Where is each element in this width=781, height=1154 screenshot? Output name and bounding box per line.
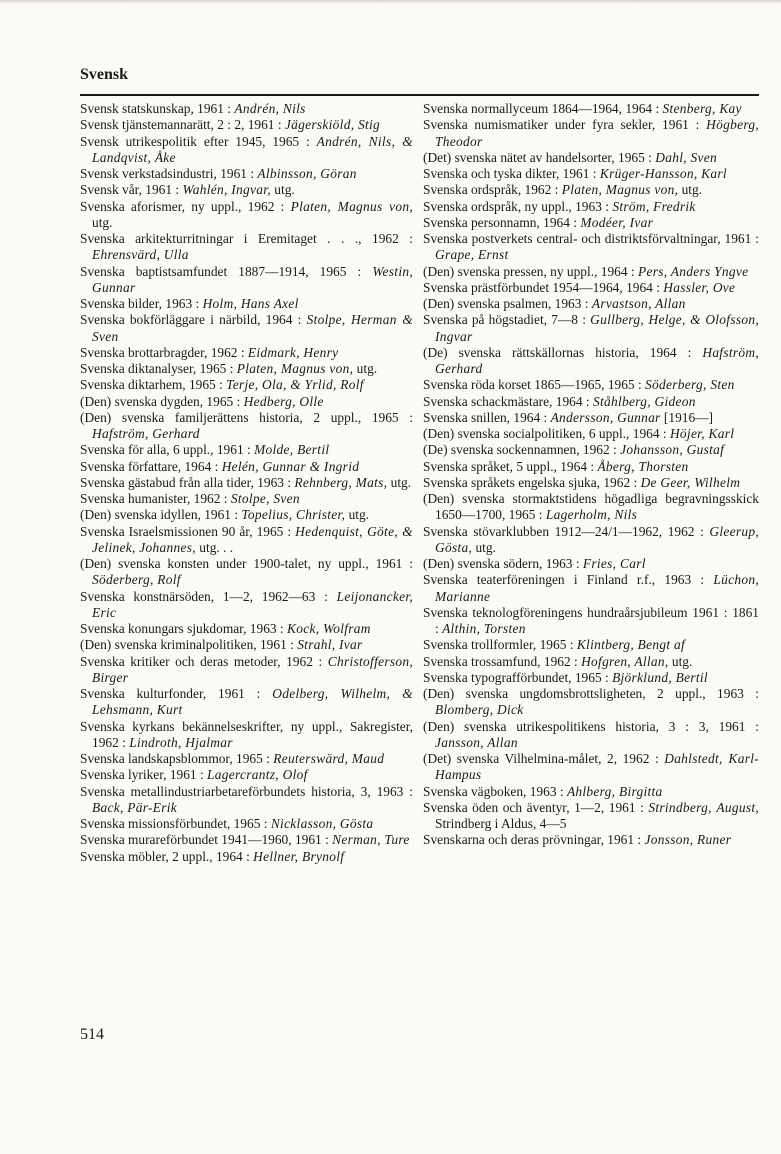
entry-author: Hedenquist, Göte, & Jelinek, Johannes, (92, 523, 413, 555)
entry-title: Svenska snillen, 1964 : (423, 409, 551, 425)
index-entry (423, 605, 759, 638)
entry-author: Andersson, Gunnar (550, 409, 661, 425)
entry-suffix: utg. (387, 474, 412, 490)
entry-title: Svenska personnamn, 1964 : (423, 214, 581, 230)
entry-author: Terje, Ola, & Yrlid, Rolf (226, 377, 364, 393)
entry-author: Ståhlberg, Gideon (592, 393, 696, 409)
entry-author: Strindberg, August, (648, 799, 759, 815)
index-entry (80, 199, 413, 232)
entry-title: Svenska aforismer, ny uppl., 1962 : (80, 198, 291, 214)
entry-title: (Det) svenska Vilhelmina-målet, 2, 1962 : (423, 751, 665, 766)
entry-author: Lagercrantz, Olof (207, 767, 308, 783)
index-entry (80, 231, 413, 264)
entry-suffix: utg. (353, 361, 378, 376)
entry-author: Grape, Ernst (435, 247, 509, 263)
entry-author: Hafström, Gerhard (435, 344, 759, 376)
entry-suffix: utg. (668, 653, 693, 669)
entry-title: Svenska konstnärsöden, 1—2, 1962—63 : (80, 588, 337, 604)
entry-suffix: Strindberg i Aldus, 4—5 (435, 816, 567, 831)
entry-author: Höjer, Karl (669, 426, 735, 441)
index-entry (423, 150, 759, 166)
entry-title: Svenska teknologföreningens hundraårsjubileum 1961 : 1861 : (423, 604, 759, 636)
index-entry (423, 491, 759, 524)
index-entry (423, 556, 759, 572)
index-entry (80, 101, 413, 117)
entry-author: Lagerholm, Nils (545, 507, 638, 523)
index-entry (423, 215, 759, 231)
entry-title: Svenska språkets engelska sjuka, 1962 : (423, 474, 641, 490)
entry-title: Svenska kulturfonder, 1961 : (80, 686, 273, 701)
index-entry (80, 621, 413, 637)
entry-title: Svenska trollformler, 1965 : (423, 637, 577, 653)
index-entry (80, 166, 413, 182)
index-entry (423, 670, 759, 686)
index-entry (423, 182, 759, 198)
index-entry (80, 832, 413, 848)
header-rule (80, 94, 759, 96)
entry-author: Hassler, Ove (663, 279, 736, 295)
entry-title: Svenska ordspråk, ny uppl., 1963 : (423, 198, 613, 214)
entry-author: Arvastson, Allan (591, 296, 686, 311)
index-entry (423, 637, 759, 653)
entry-title: Svenska trossamfund, 1962 : (423, 653, 582, 669)
entry-author: Jonsson, Runer (644, 832, 732, 848)
index-entry (80, 719, 413, 752)
index-column-right (423, 101, 759, 849)
entry-author: Åberg, Thorsten (597, 458, 689, 474)
entry-author: Hafström, Gerhard (92, 426, 200, 441)
entry-title: Svenska stövarklubben 1912—24/1—1962, 1962 : (423, 523, 710, 539)
index-entry (423, 117, 759, 150)
entry-title: Svenska prästförbundet 1954—1964, 1964 : (423, 279, 664, 295)
entry-title: Svenska ordspråk, 1962 : (423, 182, 562, 198)
entry-author: Rehnberg, Mats, (294, 474, 388, 490)
index-entry (80, 637, 413, 653)
index-entry (423, 231, 759, 264)
entry-title: Svenska bilder, 1963 : (80, 296, 203, 311)
entry-author: Lüchon, Marianne (435, 572, 759, 604)
entry-title: Svenska baptistsamfundet 1887—1914, 1965 : (80, 263, 373, 279)
entry-title: Svenska kritiker och deras metoder, 1962 : (80, 653, 328, 669)
index-entry (80, 475, 413, 491)
entry-title: Svensk verkstadsindustri, 1961 : (80, 166, 258, 181)
index-entry (80, 312, 413, 345)
index-column-left (80, 101, 413, 865)
entry-author: Leijonancker, Eric (92, 588, 413, 620)
index-entry (423, 394, 759, 410)
entry-suffix: [1916—] (660, 409, 714, 425)
entry-author: Fries, Carl (582, 556, 646, 571)
index-entry (423, 442, 759, 458)
entry-author: Modéer, Ivar (580, 214, 654, 230)
entry-author: Söderberg, Rolf (92, 572, 181, 588)
index-entry (423, 101, 759, 117)
entry-title: Svenska schackmästare, 1964 : (423, 393, 593, 409)
entry-title: Svenska och tyska dikter, 1961 : (423, 166, 600, 181)
entry-title: Svensk vår, 1961 : (80, 182, 183, 198)
index-entry (423, 410, 759, 426)
index-entry (80, 182, 413, 198)
entry-author: Högberg, Theodor (435, 117, 759, 149)
index-entry (80, 394, 413, 410)
entry-title: Svenska normallyceum 1864—1964, 1964 : (423, 101, 663, 116)
entry-author: Eidmark, Henry (247, 344, 339, 360)
entry-author: Jägerskiöld, Stig (284, 117, 381, 133)
entry-title: Svenska kyrkans bekännelseskrifter, ny uppl., Sakregister, 1962 : (80, 718, 413, 750)
entry-author: Holm, Hans Axel (202, 296, 299, 311)
entry-author: Strahl, Ivar (297, 637, 363, 653)
index-entry (423, 524, 759, 557)
page-number: 514 (80, 1026, 104, 1043)
entry-title: Svenska språket, 5 uppl., 1964 : (423, 458, 598, 474)
index-entry (80, 767, 413, 783)
index-entry (423, 377, 759, 393)
entry-author: Hellner, Brynolf (253, 848, 345, 864)
index-entry (80, 524, 413, 557)
entry-author: Ström, Fredrik (612, 198, 696, 214)
entry-author: Platen, Magnus von, (561, 182, 679, 198)
entry-title: Svenskarna och deras prövningar, 1961 : (423, 832, 645, 848)
entry-author: Dahlstedt, Karl-Hampus (435, 751, 759, 783)
entry-author: Hedberg, Olle (243, 393, 324, 409)
entry-title: (Den) svenska dygden, 1965 : (80, 393, 244, 409)
entry-title: Svenska numismatiker under fyra sekler, 1961 : (423, 117, 707, 133)
index-entry (423, 572, 759, 605)
entry-author: Reuterswärd, Maud (273, 751, 385, 766)
entry-title: Svenska bokförläggare i närbild, 1964 : (80, 312, 307, 328)
entry-author: Ahlberg, Birgitta (566, 783, 663, 799)
entry-title: Svenska författare, 1964 : (80, 458, 222, 474)
entry-author: Odelberg, Wilhelm, & Lehsmann, Kurt (92, 686, 413, 718)
entry-title: Svenska konungars sjukdomar, 1963 : (80, 621, 287, 636)
entry-author: Albinsson, Göran (257, 166, 357, 181)
index-entry (423, 264, 759, 280)
entry-title: Svenska teaterföreningen i Finland r.f., 1963 : (423, 572, 714, 588)
entry-title: (Det) svenska nätet av handelsorter, 1965 : (423, 149, 656, 165)
index-entry (80, 589, 413, 622)
index-entry (80, 134, 413, 167)
entry-suffix: utg. (345, 507, 370, 523)
index-entry (80, 686, 413, 719)
entry-title: Svenska lyriker, 1961 : (80, 767, 208, 783)
entry-title: (Den) svenska psalmen, 1963 : (423, 296, 592, 311)
entry-title: Svenska landskapsblommor, 1965 : (80, 751, 274, 766)
entry-title: Svenska postverkets central- och distriktsförvaltningar, 1961 : (423, 231, 759, 246)
entry-title: Svenska missionsförbundet, 1965 : (80, 816, 271, 831)
entry-author: Lindroth, Hjalmar (129, 734, 233, 750)
index-entry (80, 507, 413, 523)
entry-author: Platen, Magnus von, (236, 361, 354, 376)
entry-author: Westin, Gunnar (92, 263, 413, 295)
index-entry (80, 556, 413, 589)
index-entry (80, 849, 413, 865)
entry-title: Svenska röda korset 1865—1965, 1965 : (423, 377, 646, 393)
index-entry (423, 654, 759, 670)
entry-suffix: utg. (678, 182, 703, 198)
entry-title: (De) svenska sockennamnen, 1962 : (423, 442, 621, 458)
index-entry (423, 296, 759, 312)
page-edge (0, 0, 781, 4)
entry-author: Stolpe, Herman & Sven (92, 312, 413, 344)
index-entry (80, 442, 413, 458)
entry-title: (Den) svenska familjerättens historia, 2 uppl., 1965 : (80, 409, 413, 425)
entry-author: Stenberg, Kay (662, 101, 742, 116)
entry-suffix: utg. (270, 182, 295, 198)
entry-author: Klintberg, Bengt af (576, 637, 686, 653)
entry-author: Krüger-Hansson, Karl (599, 166, 727, 181)
entry-title: Svenska på högstadiet, 7—8 : (423, 312, 591, 328)
index-entry (423, 280, 759, 296)
entry-title: (Den) svenska socialpolitiken, 6 uppl., 1964 : (423, 426, 670, 441)
entry-title: (Den) svenska stormaktstidens högadliga begravningsskick 1650—1700, 1965 : (423, 491, 759, 523)
entry-author: Dahl, Sven (655, 149, 718, 165)
entry-title: (Den) svenska pressen, ny uppl., 1964 : (423, 263, 638, 279)
index-entry (80, 410, 413, 443)
entry-author: De Geer, Wilhelm (640, 474, 741, 490)
index-entry (423, 459, 759, 475)
entry-title: Svensk utrikespolitik efter 1945, 1965 : (80, 133, 317, 149)
entry-author: Nerman, Ture (332, 832, 410, 848)
index-entry (80, 784, 413, 817)
entry-author: Back, Pär-Erik (92, 799, 177, 815)
entry-title: Svenska gästabud från alla tider, 1963 : (80, 474, 295, 490)
entry-author: Johansson, Gustaf (620, 442, 725, 458)
entry-title: (Den) svenska södern, 1963 : (423, 556, 583, 571)
index-entry (423, 166, 759, 182)
entry-title: Svenska metallindustriarbetareförbundets historia, 3, 1963 : (80, 783, 413, 799)
entry-suffix: utg. . . (195, 539, 234, 555)
entry-title: Svenska typografförbundet, 1965 : (423, 669, 613, 685)
index-entry (423, 832, 759, 848)
index-entry (423, 199, 759, 215)
entry-author: Christofferson, Birger (92, 653, 413, 685)
entry-title: Svenska brottarbragder, 1962 : (80, 344, 248, 360)
entry-title: (Den) svenska konsten under 1900-talet, ny uppl., 1961 : (80, 556, 413, 571)
entry-suffix: utg. (472, 539, 496, 555)
index-entry (423, 800, 759, 833)
entry-author: Andrén, Nils (234, 101, 306, 116)
index-entry (80, 361, 413, 377)
entry-author: Andrén, Nils, & Landqvist, Åke (92, 133, 414, 165)
index-entry (423, 719, 759, 752)
index-entry (80, 751, 413, 767)
entry-suffix: utg. (92, 214, 113, 230)
entry-author: Topelius, Christer, (241, 507, 346, 523)
entry-title: (Den) svenska utrikespolitikens historia, 3 : 3, 1961 : (423, 718, 759, 734)
entry-title: Svenska arkitekturritningar i Eremitaget . . ., 1962 : (80, 231, 413, 246)
entry-title: Svenska öden och äventyr, 1—2, 1961 : (423, 799, 649, 815)
entry-title: Svenska för alla, 6 uppl., 1961 : (80, 442, 255, 458)
entry-title: Svenska diktanalyser, 1965 : (80, 361, 237, 376)
entry-author: Nicklasson, Gösta (270, 816, 374, 831)
entry-title: Svenska möbler, 2 uppl., 1964 : (80, 848, 254, 864)
index-entry (423, 475, 759, 491)
index-entry (423, 312, 759, 345)
index-entry (80, 117, 413, 133)
index-entry (80, 491, 413, 507)
entry-author: Platen, Magnus von, (290, 198, 413, 214)
entry-title: (Den) svenska ungdomsbrottsligheten, 2 uppl., 1963 : (423, 686, 759, 701)
index-entry (423, 784, 759, 800)
entry-author: Blomberg, Dick (435, 702, 524, 718)
entry-title: (De) svenska rättskällornas historia, 1964 : (423, 344, 703, 360)
entry-title: Svenska vägboken, 1963 : (423, 783, 567, 799)
entry-author: Molde, Bertil (254, 442, 330, 458)
entry-title: (Den) svenska kriminalpolitiken, 1961 : (80, 637, 298, 653)
entry-title: Svenska Israelsmissionen 90 år, 1965 : (80, 523, 296, 539)
entry-title: Svenska murareförbundet 1941—1960, 1961 : (80, 832, 333, 848)
entry-author: Helén, Gunnar & Ingrid (221, 458, 360, 474)
entry-title: (Den) svenska idyllen, 1961 : (80, 507, 242, 523)
entry-title: Svenska diktarhem, 1965 : (80, 377, 227, 393)
entry-author: Gleerup, Gösta, (435, 523, 759, 555)
index-entry (80, 296, 413, 312)
index-entry (80, 459, 413, 475)
entry-author: Gullberg, Helge, & Olofsson, Ingvar (435, 312, 759, 344)
entry-author: Jansson, Allan (435, 734, 518, 750)
index-entry (423, 751, 759, 784)
index-entry (80, 377, 413, 393)
index-entry (423, 426, 759, 442)
entry-author: Pers, Anders Yngve (637, 263, 749, 279)
index-entry (423, 345, 759, 378)
entry-author: Wahlén, Ingvar, (182, 182, 271, 198)
entry-author: Stolpe, Sven (230, 491, 300, 506)
entry-author: Althin, Torsten (442, 621, 526, 636)
index-entry (80, 345, 413, 361)
entry-author: Kock, Wolfram (287, 621, 371, 636)
index-entry (423, 686, 759, 719)
entry-author: Ehrensvärd, Ulla (92, 247, 189, 263)
entry-title: Svensk statskunskap, 1961 : (80, 101, 235, 116)
entry-title: Svenska humanister, 1962 : (80, 491, 231, 506)
index-entry (80, 264, 413, 297)
entry-author: Hofgren, Allan, (581, 653, 669, 669)
entry-author: Björklund, Bertil (612, 669, 708, 685)
index-entry (80, 654, 413, 687)
entry-author: Söderberg, Sten (645, 377, 735, 393)
running-header: Svensk (80, 66, 129, 83)
index-entry (80, 816, 413, 832)
entry-title: Svensk tjänstemannarätt, 2 : 2, 1961 : (80, 117, 285, 133)
